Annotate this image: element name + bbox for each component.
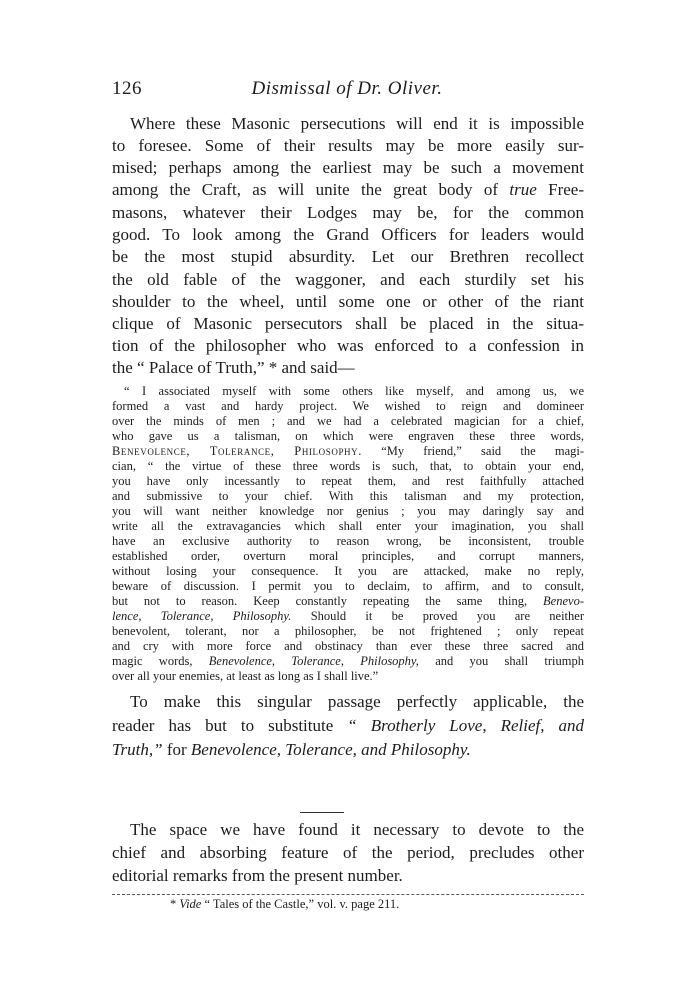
quote-line: magic words, Benevolence, Tolerance, Philosophy, and you shall triumph	[112, 654, 584, 668]
quote-line: over all your enemies, at least as long as I shall live.”	[112, 669, 379, 683]
section-separator	[300, 812, 344, 813]
text-line: To make this singular passage perfectly applicable, the	[130, 692, 584, 711]
quote-line: who gave us a talisman, on which were engraven these three words,	[112, 429, 584, 443]
quote-line: you will want neither knowledge nor genius ; you may daringly say and	[112, 504, 584, 518]
quote-line: established order, overturn moral principles, and corrupt manners,	[112, 549, 584, 563]
quote-line: have an exclusive authority to reason wrong, be inconsistent, trouble	[112, 534, 584, 548]
quote-line: cian, “ the virtue of these three words is such, that, to obtain your end,	[112, 459, 584, 473]
text-line: good. To look among the Grand Officers for leaders would	[112, 225, 584, 244]
text-line: the “ Palace of Truth,” * and said—	[112, 358, 355, 377]
footnote-rule	[112, 894, 584, 895]
text-line: among the Craft, as will unite the great body of true Free-	[112, 180, 584, 199]
text-line: tion of the philosopher who was enforced to a confession in	[112, 336, 584, 355]
text-line: clique of Masonic persecutors shall be placed in the situa-	[112, 314, 584, 333]
quote-line: and submissive to your chief. With this talisman and my protection,	[112, 489, 584, 503]
footnote	[170, 897, 399, 912]
footnote-text: “ Tales of the Castle,” vol. v. page 211.	[201, 897, 400, 911]
quote-line: lence, Tolerance, Philosophy. Should it be proved you are neither	[112, 609, 584, 623]
page-header	[112, 78, 582, 102]
text-line: the old fable of the waggoner, and each sturdily set his	[112, 270, 584, 289]
quote-line: but not to reason. Keep constantly repeating the same thing, Benevo-	[112, 594, 584, 608]
quote-line: “ I associated myself with some others like myself, and among us, we	[124, 384, 584, 398]
quote-line: over the minds of men ; and we had a celebrated magician for a chief,	[112, 414, 584, 428]
quote-line: write all the extravagancies which shall enter your imagination, you shall	[112, 519, 584, 533]
text-line: shoulder to the wheel, until some one or other of the riant	[112, 292, 584, 311]
page-number: 126	[112, 78, 142, 99]
footnote-vide: Vide	[179, 897, 202, 911]
quote-line: without losing your consequence. It you are attacked, make no reply,	[112, 564, 584, 578]
text-line: be the most stupid absurdity. Let our Brethren recollect	[112, 247, 584, 266]
text-line: The space we have found it necessary to devote to the	[130, 820, 584, 839]
quote-line: beware of discussion. I permit you to declaim, to affirm, and to consult,	[112, 579, 584, 593]
text-line: Where these Masonic persecutions will end it is impossible	[130, 114, 584, 133]
text-line: reader has but to substitute “ Brotherly Love, Relief, and	[112, 716, 584, 735]
text-line: editorial remarks from the present number.	[112, 866, 403, 885]
running-title: Dismissal of Dr. Oliver.	[251, 78, 443, 99]
text-line: masons, whatever their Lodges may be, for the common	[112, 203, 584, 222]
quote-line: you have only incessantly to repeat them, and rest faithfully attached	[112, 474, 584, 488]
quote-line: and cry with more force and obstinacy than ever these three sacred and	[112, 639, 584, 653]
quote-line: Benevolence, Tolerance, Philosophy. “My friend,” said the magi-	[112, 444, 585, 458]
text-line: chief and absorbing feature of the period, precludes other	[112, 843, 584, 862]
quote-line: formed a vast and hardy project. We wished to reign and domineer	[112, 399, 584, 413]
text-line: mised; perhaps among the earliest may be such a movement	[112, 158, 584, 177]
text-line: Truth,” for Benevolence, Tolerance, and Philosophy.	[112, 740, 471, 759]
footnote-marker: *	[170, 897, 177, 911]
quote-line: benevolent, tolerant, nor a philosopher, be not frightened ; only repeat	[112, 624, 584, 638]
text-line: to foresee. Some of their results may be more easily sur-	[112, 136, 584, 155]
